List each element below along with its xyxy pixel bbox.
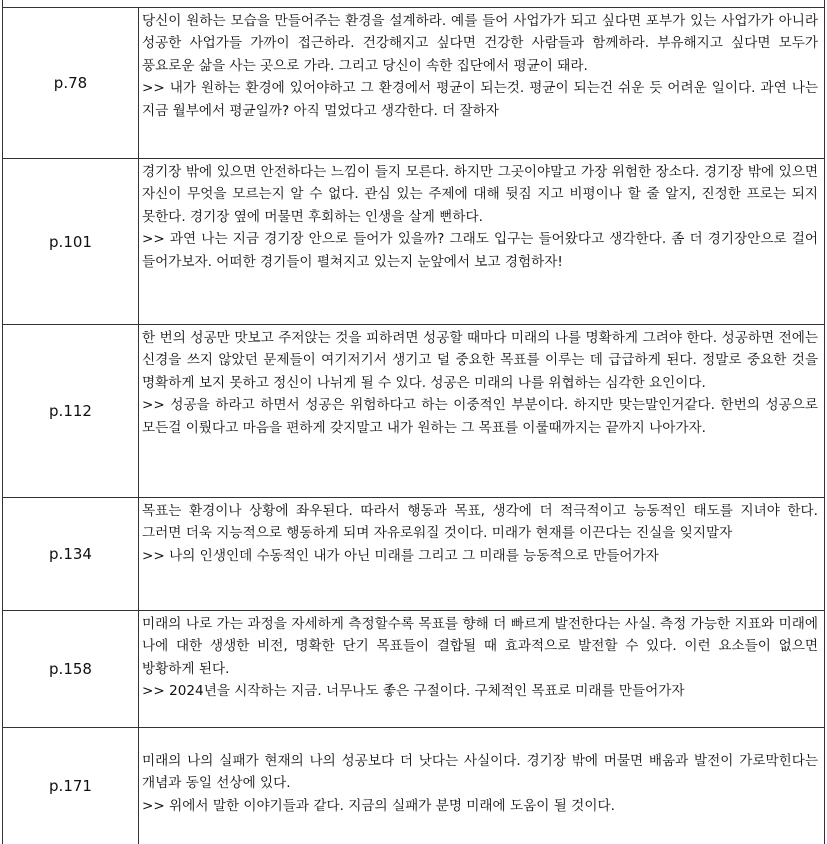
reflection-note: >> 위에서 말한 이야기들과 같다. 지금의 실패가 분명 미래에 도움이 될 것이다. xyxy=(142,797,615,814)
page-number-cell: p.101 xyxy=(3,159,139,324)
table-row xyxy=(3,8,824,159)
table-row xyxy=(3,498,824,611)
reflection-note: >> 내가 원하는 환경에 있어야하고 그 환경에서 평균이 되는것. 평균이 되는건 쉬운 듯 어려운 일이다. 과연 나는 지금 월부에서 평균일까? 아직 멀었다고 생각한다. 더 잘하자 xyxy=(142,80,818,119)
quote-text: 목표는 환경이나 상황에 좌우된다. 따라서 행동과 목표, 생각에 더 적극적이고 능동적인 태도를 지녀야 한다. 그러면 더욱 지능적으로 행동하게 되며 자유로워질 것이다. 미래가 현재를 이끈다는 진실을 잊지말자 xyxy=(142,503,818,542)
table-row xyxy=(3,325,824,498)
quote-cell xyxy=(139,498,824,610)
page-number-cell: p.112 xyxy=(3,325,139,497)
page-number-cell: p.171 xyxy=(3,728,139,844)
table-row xyxy=(3,611,824,728)
quote-text: 당신이 원하는 모습을 만들어주는 환경을 설계하라. 예를 들어 사업가가 되고 싶다면 포부가 있는 사업가가 아니라 성공한 사업가들 가까이 접근하라. 건강해지고 싶다면 건강한 사람들과 함께하라. 부유해지고 싶다면 모두가 풍요로운 삶을 사는 곳으로 가라. 그리고 당신이 속한 집단에서 평균이 돼라. xyxy=(142,13,818,74)
quote-text: 미래의 나로 가는 과정을 자세하게 측정할수록 목표를 향해 더 빠르게 발전한다는 사실. 측정 가능한 지표와 미래에 나에 대한 생생한 비전, 명확한 단기 목표들이 결합될 때 효과적으로 발전할 수 있다. 이런 요소들이 없으면 방황하게 된다. xyxy=(142,616,818,677)
reflection-note: >> 나의 인생인데 수동적인 내가 아닌 미래를 그리고 그 미래를 능동적으로 만들어가자 xyxy=(142,547,659,564)
page-number-cell: p.78 xyxy=(3,8,139,158)
quotes-table xyxy=(2,0,825,844)
quote-cell xyxy=(139,728,824,844)
quote-text: 미래의 나의 실패가 현재의 나의 성공보다 더 낫다는 사실이다. 경기장 밖에 머물면 배움과 발전이 가로막힌다는 개념과 동일 선상에 있다. xyxy=(142,753,818,792)
table-top-edge xyxy=(3,0,824,8)
quote-cell xyxy=(139,325,824,497)
quote-cell xyxy=(139,611,824,727)
page-number-cell: p.158 xyxy=(3,611,139,727)
quote-cell xyxy=(139,159,824,324)
page-number-cell: p.134 xyxy=(3,498,139,610)
table-row xyxy=(3,728,824,844)
reflection-note: >> 성공을 하라고 하면서 성공은 위험하다고 하는 이중적인 부분이다. 하지만 맞는말인거같다. 한번의 성공으로 모든걸 이뤘다고 마음을 편하게 갖지말고 내가 원하는 그 목표를 이룰때까지는 끝까지 나아가자. xyxy=(142,397,818,436)
quote-text: 한 번의 성공만 맛보고 주저앉는 것을 피하려면 성공할 때마다 미래의 나를 명확하게 그려야 한다. 성공하면 전에는 신경을 쓰지 않았던 문제들이 여기저기서 생기고 덜 중요한 목표를 이루는 데 급급하게 된다. 정말로 중요한 것을 명확하게 보지 못하고 정신이 나뉘게 될 수 있다. 성공은 미래의 나를 위협하는 심각한 요인이다. xyxy=(142,330,818,391)
reflection-note: >> 과연 나는 지금 경기장 안으로 들어가 있을까? 그래도 입구는 들어왔다고 생각한다. 좀 더 경기장안으로 걸어 들어가보자. 어떠한 경기들이 펼쳐지고 있는지 눈앞에서 보고 경험하자! xyxy=(142,231,818,270)
table-row xyxy=(3,159,824,325)
quote-cell xyxy=(139,8,824,158)
reflection-note: >> 2024년을 시작하는 지금. 너무나도 좋은 구절이다. 구체적인 목표로 미래를 만들어가자 xyxy=(142,683,685,700)
quote-text: 경기장 밖에 있으면 안전하다는 느낌이 들지 모른다. 하지만 그곳이야말고 가장 위험한 장소다. 경기장 밖에 있으면 자신이 무엇을 모르는지 알 수 없다. 관심 있는 주제에 대해 뒷짐 지고 비평이나 할 줄 알지, 진정한 프로는 되지 못한다. 경기장 옆에 머물면 후회하는 인생을 살게 뻔하다. xyxy=(142,164,818,225)
